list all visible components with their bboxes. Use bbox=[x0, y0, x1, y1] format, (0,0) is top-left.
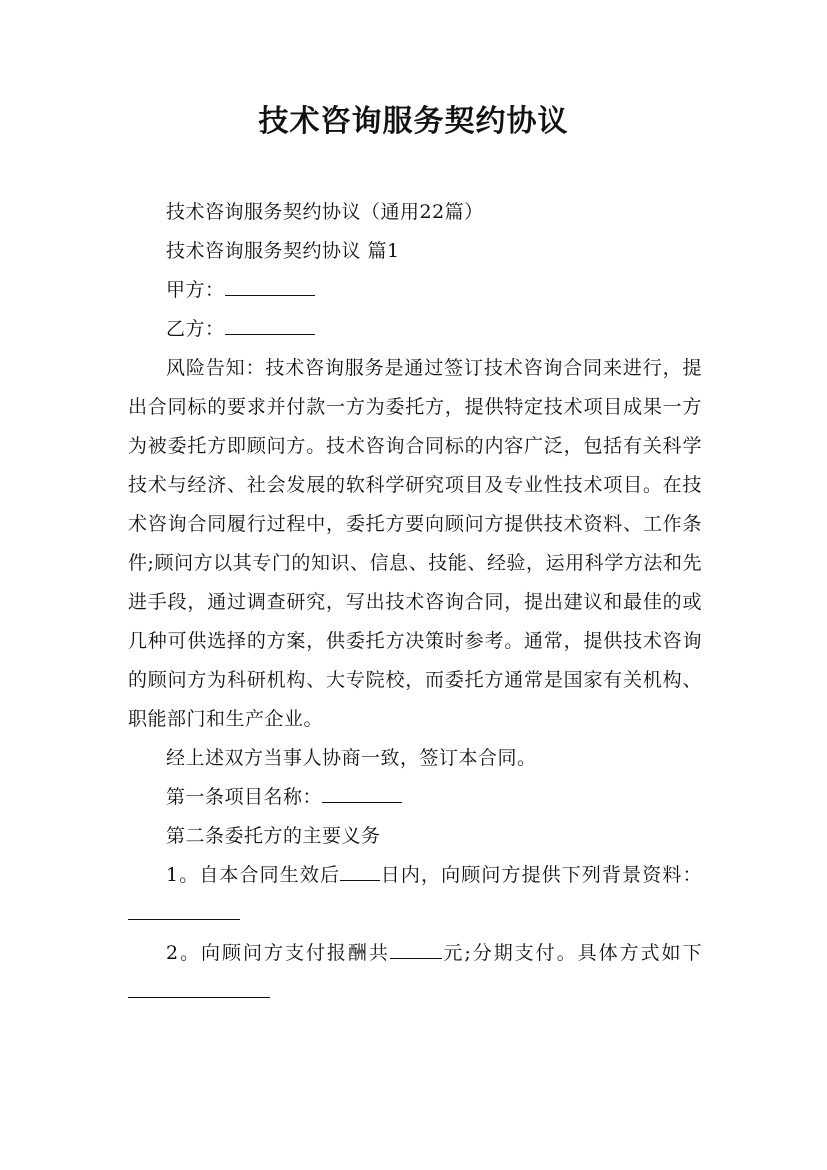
days-blank bbox=[340, 859, 380, 881]
party-b-line bbox=[128, 310, 702, 349]
item1-text-part1: 1。自本合同生效后 bbox=[166, 864, 341, 886]
document-title: 技术咨询服务契约协议 bbox=[258, 104, 569, 139]
item1-paragraph bbox=[128, 856, 702, 934]
article1-line bbox=[128, 778, 702, 817]
background-materials-blank bbox=[128, 898, 240, 920]
item2-text-part2: 元;分期支付。具体方式如下 bbox=[441, 942, 703, 964]
item1-text-part2: 日内，向顾问方提供下列背景资料： bbox=[380, 864, 702, 886]
article2-heading: 第二条委托方的主要义务 bbox=[166, 825, 381, 847]
document-subtitle: 技术咨询服务契约协议（通用22篇） bbox=[166, 201, 484, 223]
risk-notice-paragraph: 风险告知：技术咨询服务是通过签订技术咨询合同来进行，提出合同标的要求并付款一方为委托方，提供特定技术项目成果一方为被委托方即顾问方。技术咨询合同标的内容广泛，包括有关科学技术与经济、社会发展的软科学研究项目及专业性技术项目。在技术咨询合同履行过程中，委托方要向顾问方提供技术资料、工作条件;顾问方以其专门的知识、信息、技能、经验，运用科学方法和先进手段，通过调查研究，写出技术咨询合同，提出建议和最佳的或几种可供选择的方案，供委托方决策时参考。通常，提供技术咨询的顾问方为科研机构、大专院校，而委托方通常是国家有关机构、职能部门和生产企业。 bbox=[128, 357, 702, 730]
party-a-blank bbox=[225, 274, 315, 296]
agreement-paragraph: 经上述双方当事人协商一致，签订本合同。 bbox=[166, 747, 537, 769]
party-b-blank bbox=[225, 313, 315, 335]
document-body bbox=[128, 193, 702, 1012]
party-a-label: 甲方： bbox=[166, 279, 225, 301]
party-b-label: 乙方： bbox=[166, 318, 225, 340]
section-heading: 技术咨询服务契约协议 篇1 bbox=[166, 240, 400, 262]
item2-paragraph bbox=[128, 934, 702, 1012]
item2-text-part1: 2。向顾问方支付报酬共 bbox=[166, 942, 390, 964]
party-a-line bbox=[128, 271, 702, 310]
payment-amount-blank bbox=[390, 937, 442, 959]
article1-label: 第一条项目名称： bbox=[166, 786, 323, 808]
payment-method-blank bbox=[128, 976, 270, 998]
project-name-blank bbox=[322, 781, 402, 803]
